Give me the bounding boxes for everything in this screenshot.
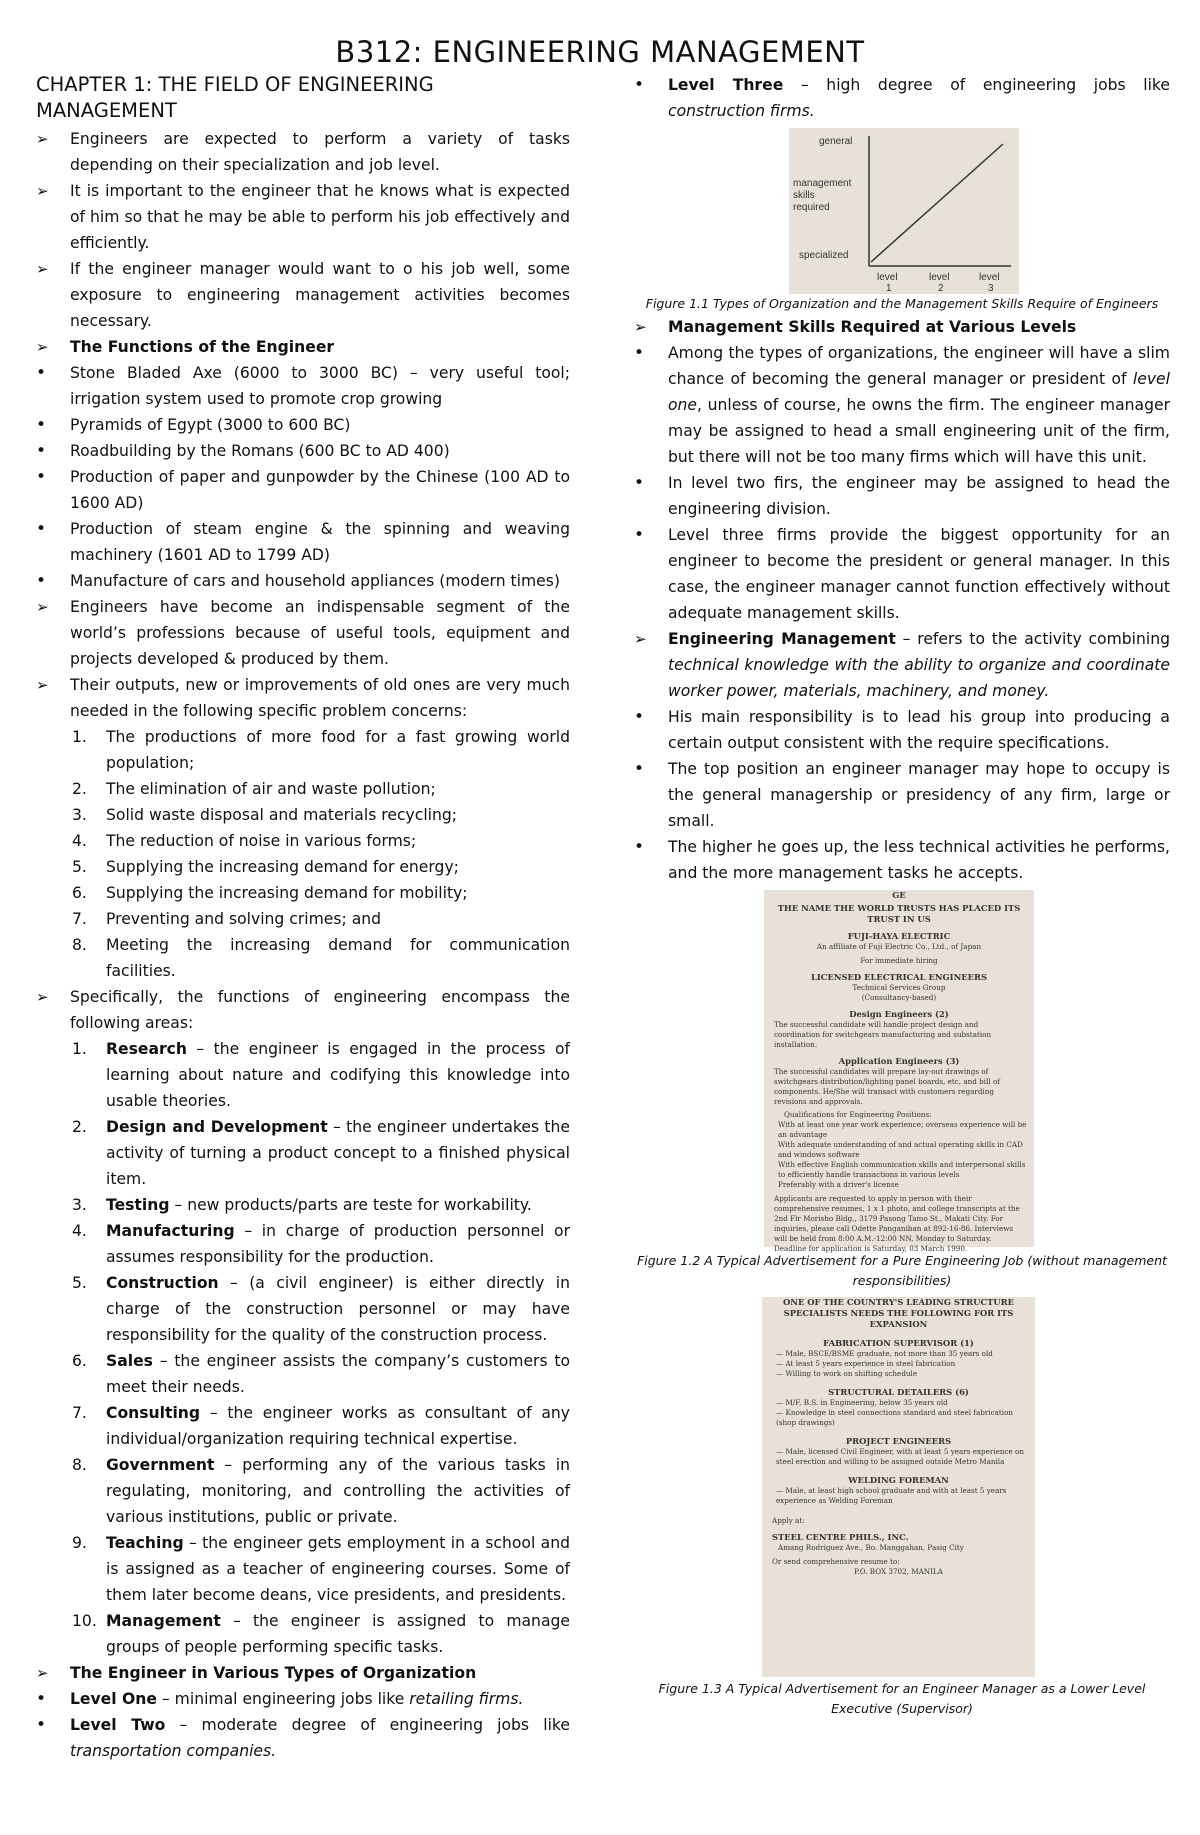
graph-x-number: 3 [988,283,994,294]
bullet-icon: • [634,707,645,727]
intro-item: ➢ It is important to the engineer that he knows what is expected of him so that he may be able to perform his job effectively and efficiently. [36,178,570,256]
item-number: 3. [72,806,87,824]
item-number: 4. [72,1222,87,1240]
document-title: B312: ENGINEERING MANAGEMENT [335,35,865,69]
concern-item [36,854,570,880]
concern-item [36,828,570,854]
item-number: 7. [72,1404,87,1422]
chapter-title: CHAPTER 1: THE FIELD OF ENGINEERING MANAGEMENT [36,73,434,122]
ad-position: LICENSED ELECTRICAL ENGINEERS [810,972,988,982]
area-text: – in charge of production personnel or assumes responsibility for the production. [106,1222,570,1266]
ad-text: Or send comprehensive resume to: [772,1557,900,1566]
ad-text: The successful candidates will prepare lay-out drawings of switchgears distribution/lighting panel boards, etc, and bill of components. He/She will transact with customers regarding revisions and approvals. [774,1067,1000,1106]
arrow-bullet-icon: ➢ [36,1664,49,1682]
ad-text: With at least one year work experience; overseas experience will be an advantage [778,1120,1027,1139]
history-item [36,412,570,438]
graph-x-label: level [929,272,950,283]
list-item: ➢ Their outputs, new or improvements of old ones are very much needed in the following specific problem concerns: [36,672,570,724]
history-item [36,438,570,464]
ad-text: Applicants are requested to apply in person with their comprehensive resumes, 1 x 1 photo, and college transcripts at the 2nd Flr Morisho Bldg., 3179 Pasong Tamo St., Makati City. For inquiries, please call Odette Panganiban at 892-16-86. Interviews will be held from 8:00 A.M.-12:00 NN, Monday to Saturday. Deadline for application is Saturday, 03 March 1990. [774,1194,1020,1253]
item-number: 4. [72,832,87,850]
bullet-icon: • [36,415,47,435]
area-text: – the engineer assists the company’s customers to meet their needs. [106,1352,570,1396]
ad-text: For immediate hiring [860,956,938,965]
ad-text: — Male, BSCE/BSME graduate, not more than 35 years old [776,1349,993,1358]
ad-position: Application Engineers (3) [838,1056,960,1066]
item-number: 9. [72,1534,87,1552]
bullet-icon: • [36,467,47,487]
item-number: 8. [72,936,87,954]
area-name: Management [106,1612,221,1630]
area-name: Sales [106,1352,153,1370]
ad-text: Technical Services Group [852,983,946,992]
concern-text: The productions of more food for a fast growing world population; [106,728,570,772]
history-item [36,516,570,568]
list-item: • Level One – minimal engineering jobs like retailing firms. [36,1686,570,1712]
arrow-bullet-icon: ➢ [36,676,49,694]
area-item [36,1192,570,1218]
area-name: Design and Development [106,1118,328,1136]
ad-text: (Consultancy-based) [861,993,937,1002]
bullet-icon: • [36,1715,47,1735]
ad-text: An affiliate of Fuji Electric Co., Ltd., of Japan [816,942,982,951]
area-name: Government [106,1456,215,1474]
list-item: • His main responsibility is to lead his group into producing a certain output consistent with the require specifications. [634,704,1170,756]
area-text: – the engineer undertakes the activity of turning a product concept to a finished physical item. [106,1118,570,1188]
graph-label-required: required [793,202,830,213]
list-item: ➢ Specifically, the functions of engineering encompass the following areas: [36,984,570,1036]
bullet-icon: • [36,441,47,461]
ad-text: With adequate understanding of and actual operating skills in CAD and windows software [778,1140,1023,1159]
ad-position: WELDING FOREMAN [848,1475,949,1485]
areas-list [36,1036,570,1660]
list-item: • In level two firs, the engineer may be assigned to head the engineering division. [634,470,1170,522]
item-number: 8. [72,1456,87,1474]
ad-text: Qualifications for Engineering Positions: [784,1110,932,1119]
area-item [36,1400,570,1452]
arrow-bullet-icon: ➢ [36,182,49,200]
advertisement-image-2 [762,1297,1035,1677]
graph-label-specialized: specialized [799,250,849,261]
area-name: Teaching [106,1534,184,1552]
history-list [36,360,570,594]
history-text: Production of paper and gunpowder by the Chinese (100 AD to 1600 AD) [70,468,570,512]
concerns-list [36,724,570,984]
ad-text: — Male, at least high school graduate and with at least 5 years experience as Welding Foreman [776,1486,1007,1505]
arrow-bullet-icon: ➢ [36,130,49,148]
arrow-bullet-icon: ➢ [36,988,49,1006]
area-name: Construction [106,1274,219,1292]
ad-text: Apply at: [772,1516,805,1525]
item-number: 6. [72,1352,87,1370]
history-text: Production of steam engine & the spinning and weaving machinery (1601 AD to 1799 AD) [70,520,570,564]
figure-management-skills-graph [789,128,1019,294]
arrow-bullet-icon: ➢ [634,318,647,336]
ad-text: — Knowledge in steel connections standard and steel fabrication (shop drawings) [776,1408,1014,1427]
area-name: Manufacturing [106,1222,235,1240]
figure-caption: Figure 1.2 A Typical Advertisement for a Pure Engineering Job (without management responsibilities) [637,1253,1167,1288]
ad-logo: GE [892,890,906,900]
area-item [36,1036,570,1114]
concern-item [36,880,570,906]
concern-text: Supplying the increasing demand for energy; [106,858,459,876]
ad-text: — At least 5 years experience in steel fabrication [776,1359,956,1368]
ad-text: — M/F, B.S. in Engineering, below 35 years old [776,1398,948,1407]
ad-text: Preferably with a driver's license [778,1180,899,1189]
item-number: 2. [72,1118,87,1136]
area-text: – new products/parts are teste for workability. [169,1196,532,1214]
ad-company: FUJI-HAYA ELECTRIC [847,931,951,941]
ad-headline: ONE OF THE COUNTRY'S LEADING STRUCTURE SPECIALISTS NEEDS THE FOLLOWING FOR ITS EXPANSION [783,1297,1014,1329]
graph-x-label: level [979,272,1000,283]
figure-caption: Figure 1.1 Types of Organization and the Management Skills Require of Engineers [645,296,1159,311]
left-column [36,72,570,1764]
list-item: • The top position an engineer manager may hope to occupy is the general managership or presidency of any firm, large or small. [634,756,1170,834]
bullet-icon: • [36,571,47,591]
item-number: 3. [72,1196,87,1214]
graph-label-management: management [793,178,852,189]
area-item [36,1530,570,1608]
bullet-icon: • [634,75,645,95]
ad-position: STRUCTURAL DETAILERS (6) [828,1387,969,1397]
graph-x-label: level [877,272,898,283]
concern-text: The reduction of noise in various forms; [106,832,417,850]
bullet-icon: • [634,759,645,779]
list-item: ➢ Engineering Management – refers to the activity combining technical knowledge with the ability to organize and coordinate worker power, materials, machinery, and money. [634,626,1170,704]
area-text: – performing any of the various tasks in regulating, monitoring, and controlling the activities of various institutions, public or private. [106,1456,570,1526]
concern-text: The elimination of air and waste pollution; [106,780,436,798]
bullet-icon: • [634,343,645,363]
ad-text: — Willing to work on shifting schedule [776,1369,918,1378]
list-item: • Level three firms provide the biggest opportunity for an engineer to become the president or general manager. In this case, the engineer manager cannot function effectively without adequate management skills. [634,522,1170,626]
concern-item [36,776,570,802]
ad-position: FABRICATION SUPERVISOR (1) [823,1338,974,1348]
area-text: – the engineer is engaged in the process of learning about nature and codifying this knowledge into usable theories. [106,1040,570,1110]
graph-x-number: 1 [886,283,892,294]
arrow-bullet-icon: ➢ [36,260,49,278]
area-name: Research [106,1040,187,1058]
arrow-bullet-icon: ➢ [36,338,49,356]
ad-text: With effective English communication skills and interpersonal skills to efficiently handle transactions in various levels [778,1160,1026,1179]
concern-item [36,802,570,828]
list-item: • Level Three – high degree of engineering jobs like construction firms. [634,72,1170,124]
ad-text: The successful candidate will handle project design and coordination for switchgears manufacturing and substation installation. [774,1020,992,1049]
area-item [36,1608,570,1660]
arrow-bullet-icon: ➢ [634,630,647,648]
area-text: – the engineer works as consultant of any individual/organization requiring technical expertise. [106,1404,570,1448]
figure-caption: Figure 1.3 A Typical Advertisement for an Engineer Manager as a Lower Level Executive (Supervisor) [658,1681,1146,1716]
item-number: 1. [72,1040,87,1058]
concern-text: Meeting the increasing demand for communication facilities. [106,936,570,980]
section-heading: ➢ The Engineer in Various Types of Organization [36,1660,570,1686]
area-name: Testing [106,1196,170,1214]
bullet-icon: • [634,837,645,857]
list-item: • Among the types of organizations, the engineer will have a slim chance of becoming the general manager or president of level one, unless of course, he owns the firm. The engineer manager may be assigned to head a small engineering unit of the firm, but there will not be too many firms which will have this unit. [634,340,1170,470]
ad-text: Amang Rodriguez Ave., Bo. Manggahan, Pasig City [778,1543,964,1552]
bullet-icon: • [36,1689,47,1709]
item-number: 5. [72,1274,87,1292]
area-item [36,1348,570,1400]
item-number: 6. [72,884,87,902]
ad-position: Design Engineers (2) [849,1009,949,1019]
bullet-icon: • [634,473,645,493]
bullet-icon: • [36,519,47,539]
list-item: ➢ Engineers have become an indispensable segment of the world’s professions because of useful tools, equipment and projects developed & produced by them. [36,594,570,672]
advertisement-image-1 [764,890,1034,1253]
area-text: – the engineer is assigned to manage groups of people performing specific tasks. [106,1612,570,1656]
concern-text: Supplying the increasing demand for mobility; [106,884,468,902]
right-column [634,72,1170,1719]
intro-item: ➢ If the engineer manager would want to o his job well, some exposure to engineering management activities becomes necessary. [36,256,570,334]
graph-x-number: 2 [938,283,944,294]
area-item [36,1270,570,1348]
ad-company: STEEL CENTRE PHILS., INC. [772,1532,909,1542]
concern-text: Solid waste disposal and materials recycling; [106,806,458,824]
ad-text: — Male, licensed Civil Engineer, with at least 5 years experience on steel erection and willing to be assigned outside Metro Manila [776,1447,1025,1466]
area-item [36,1114,570,1192]
item-number: 10. [72,1612,97,1630]
ad-headline: THE NAME THE WORLD TRUSTS HAS PLACED ITS TRUST IN US [777,903,1021,924]
graph-trend-line [871,144,1003,262]
area-name: Consulting [106,1404,201,1422]
history-text: Stone Bladed Axe (6000 to 3000 BC) – very useful tool; irrigation system used to promote crop growing [70,364,570,408]
item-number: 5. [72,858,87,876]
history-text: Manufacture of cars and household appliances (modern times) [70,572,560,590]
concern-item [36,906,570,932]
area-text: – (a civil engineer) is either directly in charge of the construction personnel or may have responsibility for the quality of the construction process. [106,1274,570,1344]
arrow-bullet-icon: ➢ [36,598,49,616]
history-item [36,464,570,516]
section-heading: ➢ Management Skills Required at Various Levels [634,314,1170,340]
ad-text: P.O. BOX 3702, MANILA [854,1567,943,1576]
area-text: – the engineer gets employment in a school and is assigned as a teacher of engineering courses. Some of them later become deans, vice presidents, and presidents. [106,1534,570,1604]
area-item [36,1218,570,1270]
history-text: Pyramids of Egypt (3000 to 600 BC) [70,416,351,434]
item-number: 7. [72,910,87,928]
graph-label-general: general [819,136,853,147]
history-item [36,360,570,412]
intro-item: ➢ Engineers are expected to perform a variety of tasks depending on their specialization and job level. [36,126,570,178]
history-item [36,568,570,594]
bullet-icon: • [36,363,47,383]
list-item: • The higher he goes up, the less technical activities he performs, and the more management tasks he accepts. [634,834,1170,886]
history-text: Roadbuilding by the Romans (600 BC to AD 400) [70,442,450,460]
area-item [36,1452,570,1530]
bullet-icon: • [634,525,645,545]
list-item: • Level Two – moderate degree of engineering jobs like transportation companies. [36,1712,570,1764]
concern-item [36,724,570,776]
section-heading: ➢ The Functions of the Engineer [36,334,570,360]
concern-text: Preventing and solving crimes; and [106,910,382,928]
item-number: 1. [72,728,87,746]
graph-label-skills: skills [793,190,815,201]
ad-position: PROJECT ENGINEERS [845,1436,952,1446]
item-number: 2. [72,780,87,798]
concern-item [36,932,570,984]
